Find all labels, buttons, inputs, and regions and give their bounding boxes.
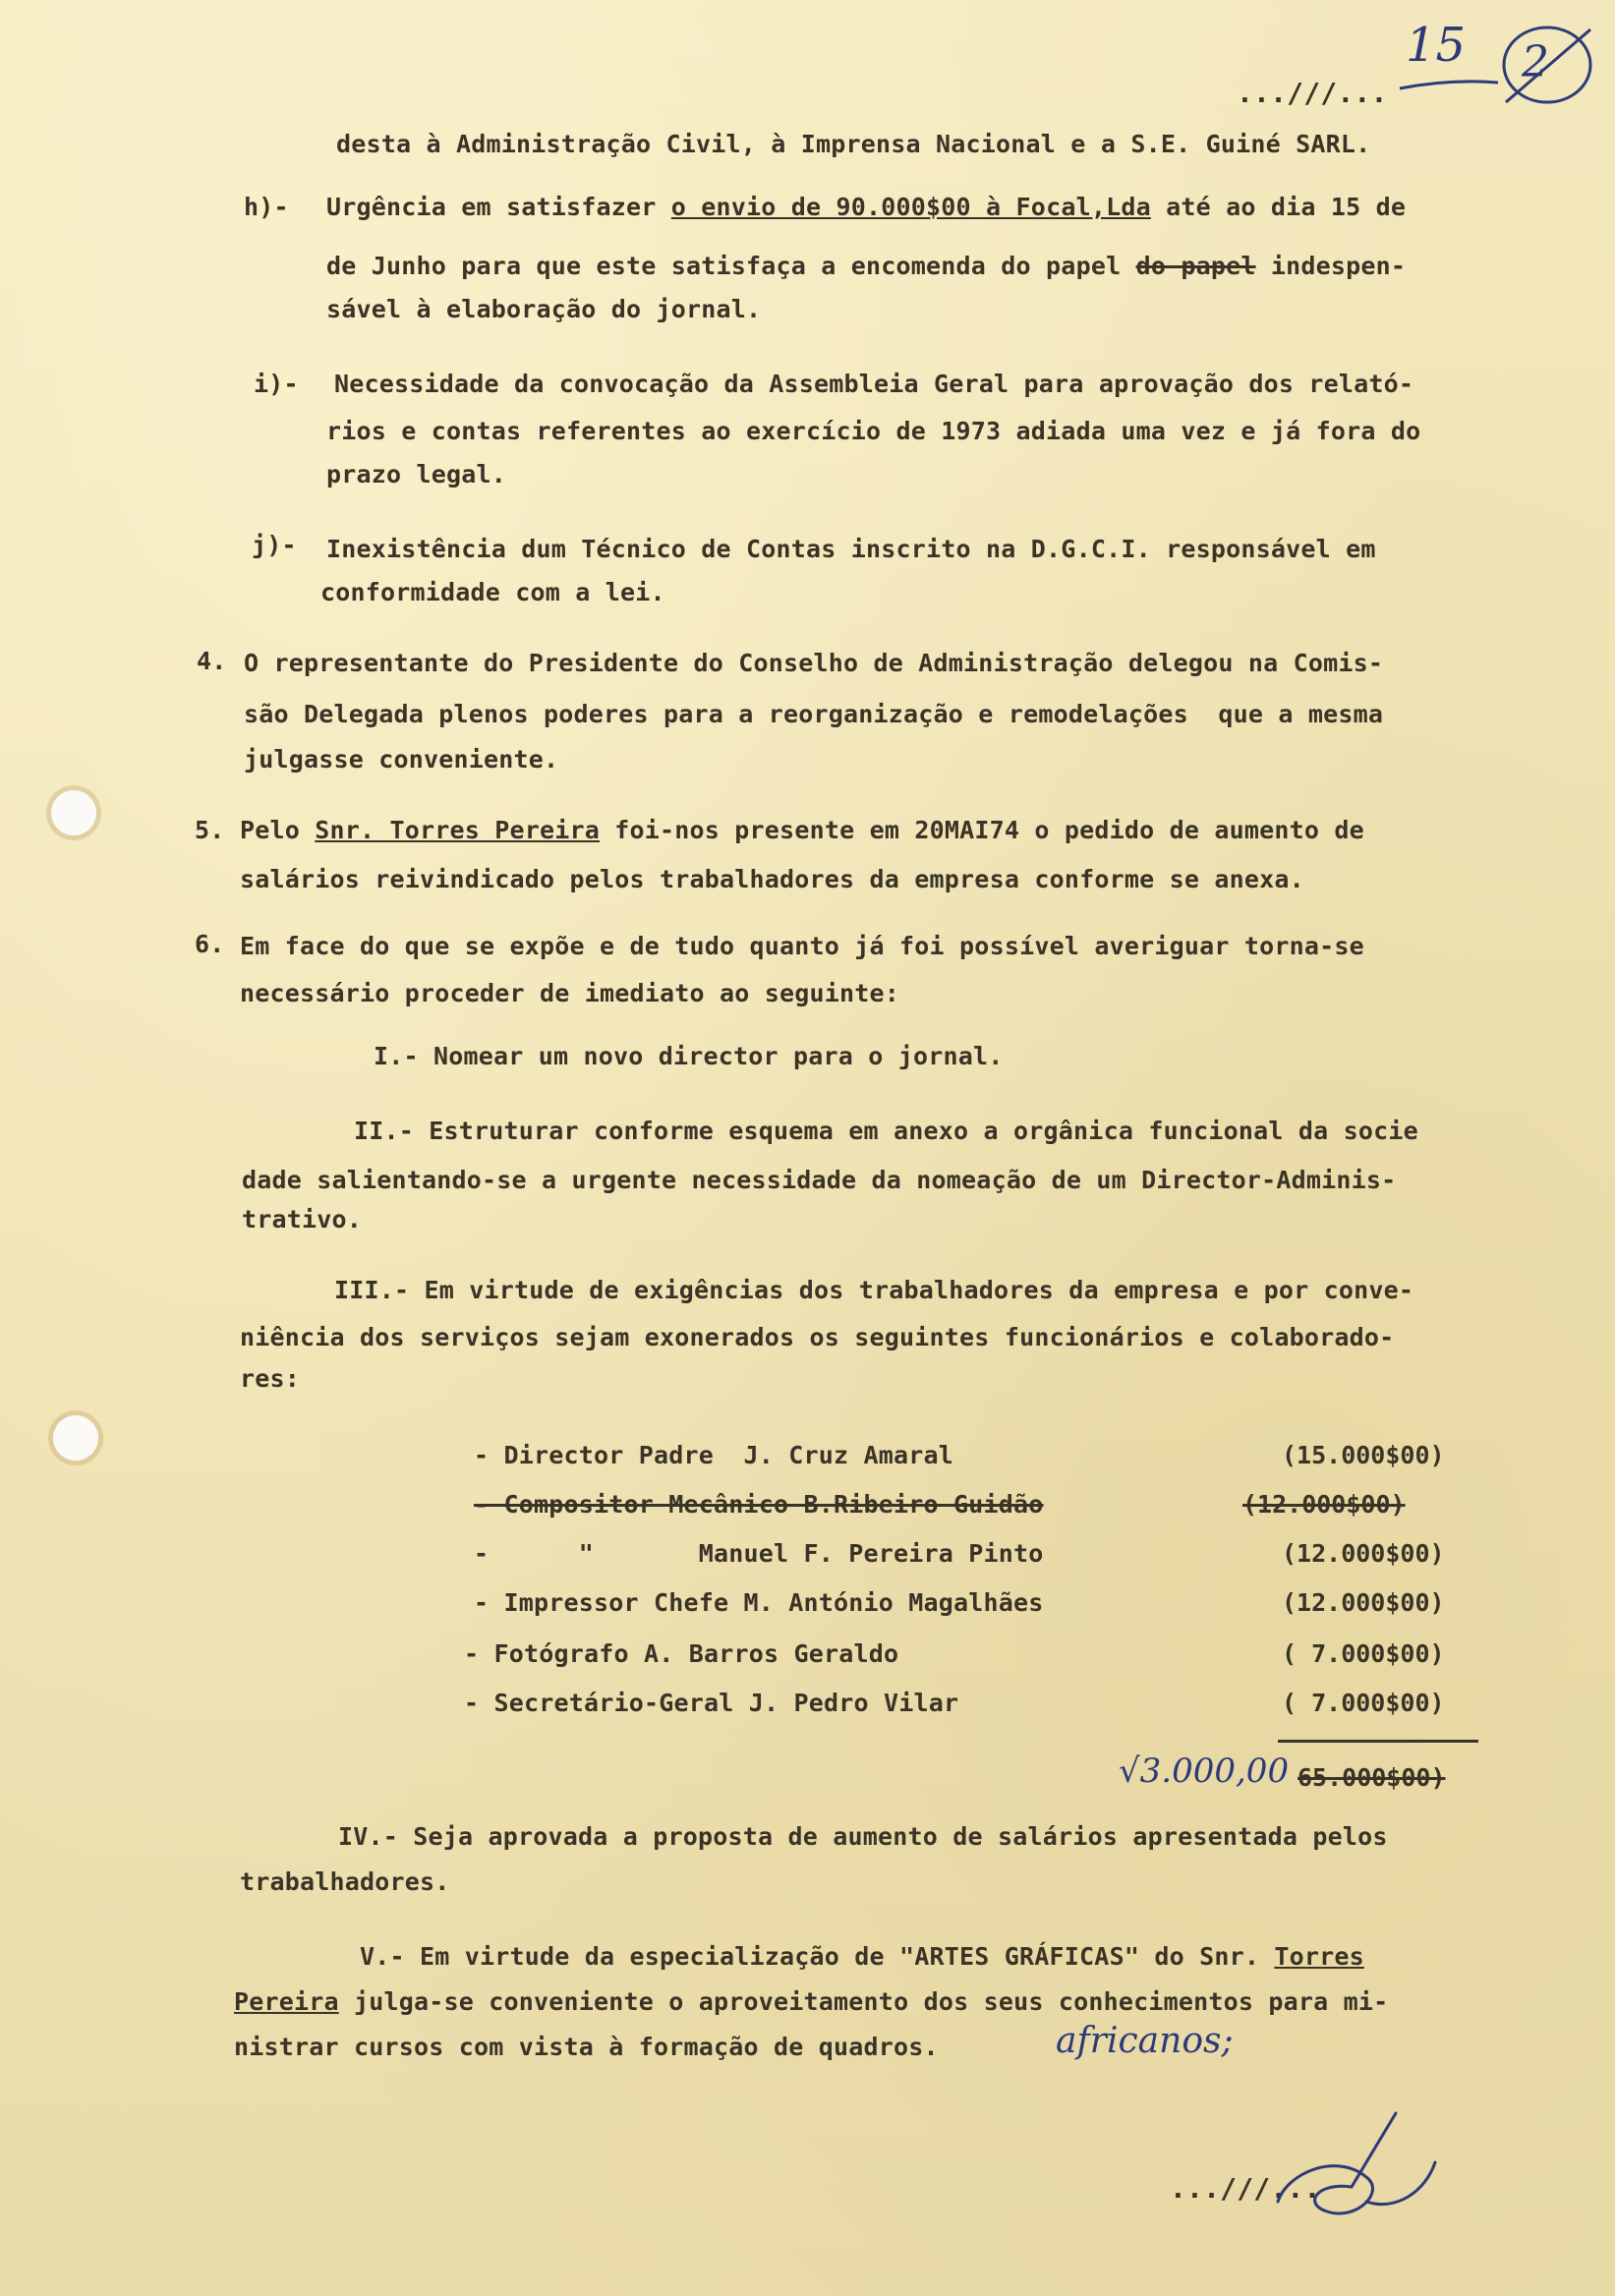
punch-hole-top (51, 790, 96, 835)
sub-item-iv-line-1: IV.- Seja aprovada a proposta de aumento de salários apresentada pelos (338, 1822, 1388, 1851)
item-6-line-1: Em face do que se expõe e de tudo quanto já foi possível averiguar torna-se (240, 932, 1364, 960)
item-5-line-2: salários reivindicado pelos trabalhadores da empresa conforme se anexa. (240, 865, 1304, 893)
sub-item-ii-line-3: trativo. (242, 1205, 363, 1234)
sub-item-i: I.- Nomear um novo director para o jornal. (374, 1042, 1004, 1070)
staff-amount: (15.000$00) (1282, 1441, 1445, 1469)
item-i-label: i)- (254, 370, 299, 398)
sub-item-iii-line-1: III.- Em virtude de exigências dos trabalhadores da empresa e por conve- (334, 1276, 1414, 1304)
struck-total: 65.000$00) (1298, 1763, 1446, 1792)
item-5-line-1: Pelo Snr. Torres Pereira foi-nos presente em 20MAI74 o pedido de aumento de (240, 816, 1364, 844)
staff-amount: ( 7.000$00) (1282, 1639, 1445, 1668)
item-i-line-2: rios e contas referentes ao exercício de 1973 adiada uma vez e já fora do (326, 417, 1421, 445)
circled-page-number: 2 (1522, 37, 1549, 87)
page-reference-top: ...///... (1237, 77, 1388, 109)
staff-name: - Secretário-Geral J. Pedro Vilar (464, 1689, 959, 1717)
item-h-line-3: sável à elaboração do jornal. (326, 295, 762, 323)
staff-name: - Director Padre J. Cruz Amaral (474, 1441, 954, 1469)
staff-name: - Compositor Mecânico B.Ribeiro Guidão (474, 1490, 1044, 1519)
item-j-line-2: conformidade com a lei. (320, 578, 665, 606)
item-h-line-1: Urgência em satisfazer o envio de 90.000$00 à Focal,Lda até ao dia 15 de (326, 193, 1407, 221)
total-rule (1278, 1740, 1478, 1743)
item-j-line-1: Inexistência dum Técnico de Contas inscrito na D.G.C.I. responsável em (326, 535, 1376, 563)
item-i-line-1: Necessidade da convocação da Assembleia Geral para aprovação dos relató- (334, 370, 1414, 398)
intro-line: desta à Administração Civil, à Imprensa Nacional e a S.E. Guiné SARL. (336, 130, 1371, 158)
page-continuation: ...///... (1170, 2172, 1321, 2205)
staff-amount: (12.000$00) (1282, 1539, 1445, 1568)
item-h-label: h)- (244, 193, 289, 221)
punch-hole-bottom (53, 1415, 98, 1461)
sub-item-v-line-1: V.- Em virtude da especialização de "ARTES GRÁFICAS" do Snr. Torres (360, 1942, 1364, 1971)
staff-name: - " Manuel F. Pereira Pinto (474, 1539, 1044, 1568)
staff-name: - Fotógrafo A. Barros Geraldo (464, 1639, 899, 1668)
sub-item-iv-line-2: trabalhadores. (240, 1867, 450, 1896)
item-6-line-2: necessário proceder de imediato ao seguinte: (240, 979, 900, 1007)
staff-name: - Impressor Chefe M. António Magalhães (474, 1588, 1044, 1617)
item-4-line-1: O representante do Presidente do Conselho de Administração delegou na Comis- (244, 649, 1384, 677)
item-6-label: 6. (195, 930, 225, 958)
item-i-line-3: prazo legal. (326, 460, 507, 488)
item-j-label: j)- (252, 531, 297, 559)
staff-amount: (12.000$00) (1242, 1490, 1406, 1519)
sub-item-iii-line-3: res: (240, 1364, 301, 1393)
item-4-line-3: julgasse conveniente. (244, 745, 559, 774)
sub-item-ii-line-1: II.- Estruturar conforme esquema em anexo a orgânica funcional da socie (354, 1117, 1418, 1145)
item-4-line-2: são Delegada plenos poderes para a reorganização e remodelações que a mesma (244, 700, 1384, 728)
handwritten-addition: africanos; (1056, 2021, 1234, 2061)
sub-item-ii-line-2: dade salientando-se a urgente necessidade da nomeação de um Director-Adminis- (242, 1166, 1397, 1194)
initials-signature (1258, 2094, 1455, 2241)
sub-item-iii-line-2: niência dos serviços sejam exonerados os seguintes funcionários e colaborado- (240, 1323, 1395, 1351)
handwritten-total: √3.000,00 (1119, 1751, 1290, 1791)
staff-amount: ( 7.000$00) (1282, 1689, 1445, 1717)
folio-number: 15 (1406, 18, 1467, 73)
folio-underline (1396, 77, 1504, 96)
item-4-label: 4. (197, 647, 227, 675)
item-5-label: 5. (195, 816, 225, 844)
item-h-line-2: de Junho para que este satisfaça a encomenda do papel do papel indespen- (326, 252, 1407, 280)
sub-item-v-line-2: Pereira julga-se conveniente o aproveitamento dos seus conhecimentos para mi- (234, 1987, 1389, 2016)
staff-amount: (12.000$00) (1282, 1588, 1445, 1617)
circled-number-mark (1494, 16, 1602, 114)
sub-item-v-line-3: nistrar cursos com vista à formação de quadros. (234, 2033, 939, 2061)
